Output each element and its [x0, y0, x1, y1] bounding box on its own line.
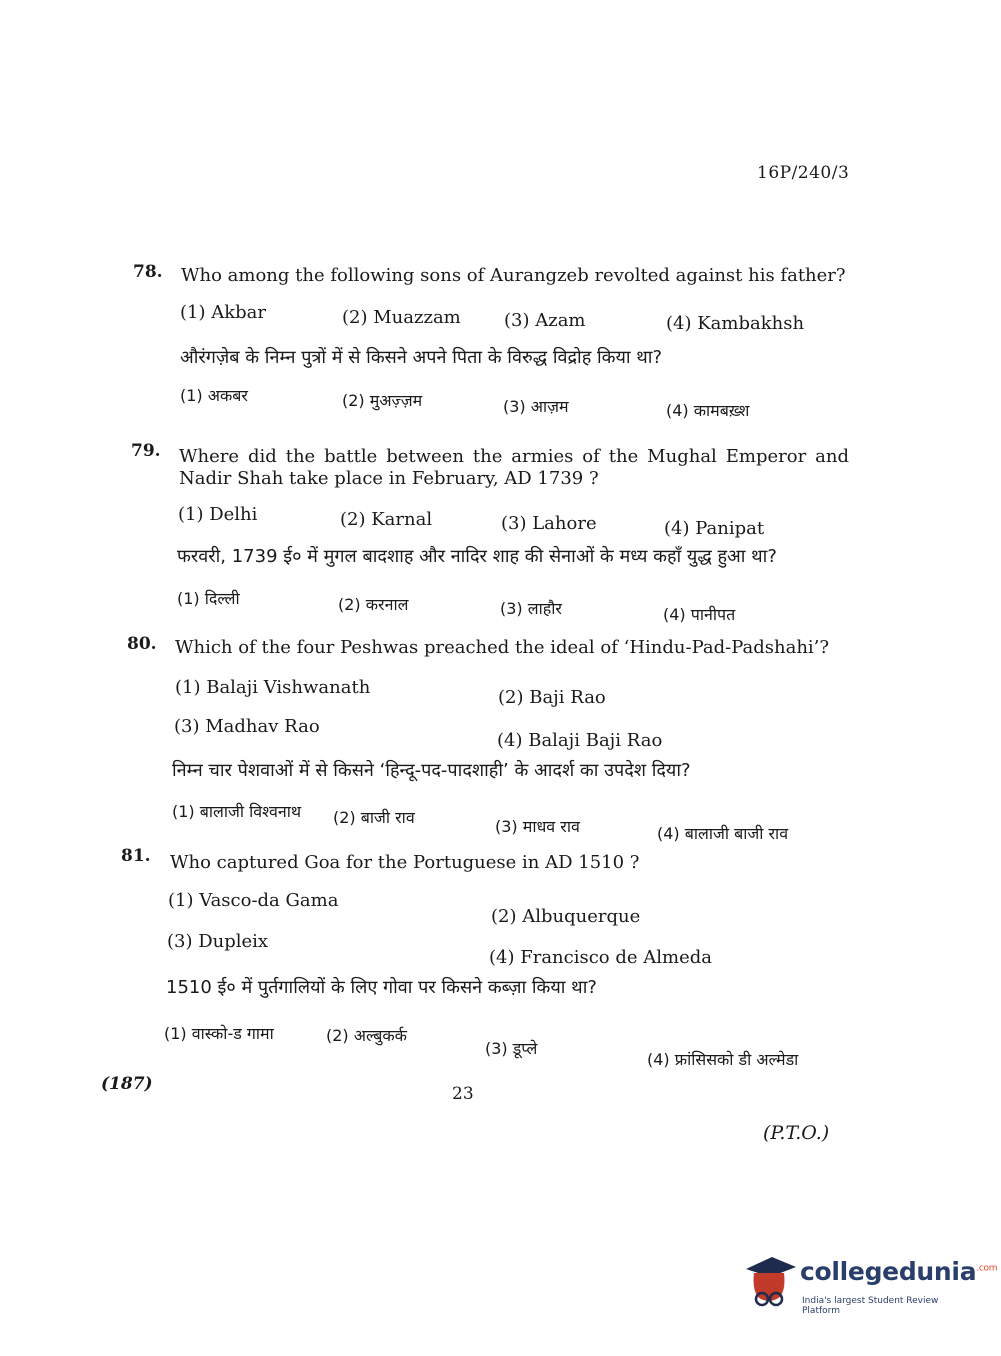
question-text-hindi: 1510 ई० में पुर्तगालियों के लिए गोवा पर किसने कब्ज़ा किया था? — [166, 977, 597, 998]
option-3-hindi: (3) माधव राव — [495, 817, 580, 836]
page-number: 23 — [452, 1084, 474, 1104]
option-3: (3) Lahore — [501, 513, 597, 534]
option-3: (3) Azam — [504, 310, 586, 331]
question-number: 80. — [127, 634, 157, 654]
option-3-hindi: (3) आज़म — [503, 397, 569, 416]
question-text: Which of the four Peshwas preached the ideal of ‘Hindu-Pad-Padshahi’? — [175, 637, 830, 658]
paper-code: 16P/240/3 — [757, 163, 850, 183]
option-2: (2) Muazzam — [342, 307, 461, 328]
brand-tagline: India's largest Student Review Platform — [802, 1296, 939, 1316]
option-1: (1) Delhi — [178, 504, 258, 525]
pto-note: (P.T.O.) — [763, 1122, 830, 1144]
option-2: (2) Karnal — [340, 509, 433, 530]
option-2-hindi: (2) अल्बुकर्क — [326, 1026, 407, 1045]
option-2-hindi: (2) मुअज़्ज़म — [342, 391, 423, 410]
question-text-hindi: फरवरी, 1739 ई० में मुगल बादशाह और नादिर शाह की सेनाओं के मध्य कहाँ युद्ध हुआ था? — [177, 546, 777, 567]
option-1-hindi: (1) दिल्ली — [177, 589, 240, 608]
option-4-hindi: (4) पानीपत — [663, 605, 736, 624]
mascot-icon — [742, 1255, 796, 1311]
option-4: (4) Kambakhsh — [666, 313, 805, 334]
question-number: 78. — [133, 262, 163, 282]
option-1: (1) Balaji Vishwanath — [175, 677, 371, 698]
question-text: Who captured Goa for the Portuguese in AD 1510 ? — [170, 852, 640, 873]
option-4: (4) Balaji Baji Rao — [497, 730, 663, 751]
question-text: Where did the battle between the armies of the Mughal Emperor and Nadir Shah take place in February, AD 1739 ? — [179, 446, 849, 489]
option-4: (4) Francisco de Almeda — [489, 947, 712, 968]
question-text-hindi: निम्न चार पेशवाओं में से किसने ‘हिन्दू-पद-पादशाही’ के आदर्श का उपदेश दिया? — [172, 760, 691, 781]
brand-name: collegedunia$^{.com}$ — [800, 1257, 998, 1286]
option-2: (2) Albuquerque — [491, 906, 641, 927]
option-4: (4) Panipat — [664, 518, 765, 539]
option-4-hindi: (4) फ्रांसिसको डी अल्मेडा — [647, 1050, 799, 1069]
option-2: (2) Baji Rao — [498, 687, 606, 708]
option-1-hindi: (1) वास्को-ड गामा — [164, 1024, 274, 1043]
option-3-hindi: (3) लाहौर — [500, 599, 562, 618]
option-4-hindi: (4) कामबख़्श — [666, 401, 750, 420]
option-2-hindi: (2) करनाल — [338, 595, 409, 614]
option-1-hindi: (1) बालाजी विश्वनाथ — [172, 802, 302, 821]
collegedunia-watermark — [742, 1253, 998, 1316]
option-3-hindi: (3) डूप्ले — [485, 1039, 538, 1058]
question-text-hindi: औरंगज़ेब के निम्न पुत्रों में से किसने अपने पिता के विरुद्ध विद्रोह किया था? — [180, 347, 663, 368]
option-3: (3) Dupleix — [167, 931, 269, 952]
booklet-code: (187) — [101, 1074, 153, 1094]
question-text: Who among the following sons of Aurangzeb revolted against his father? — [181, 265, 846, 286]
option-4-hindi: (4) बालाजी बाजी राव — [657, 824, 789, 843]
option-1: (1) Akbar — [180, 302, 266, 323]
question-number: 81. — [121, 846, 151, 866]
option-1: (1) Vasco-da Gama — [168, 890, 339, 911]
option-3: (3) Madhav Rao — [174, 716, 320, 737]
option-2-hindi: (2) बाजी राव — [333, 808, 415, 827]
option-1-hindi: (1) अकबर — [180, 386, 248, 405]
question-number: 79. — [131, 441, 161, 461]
